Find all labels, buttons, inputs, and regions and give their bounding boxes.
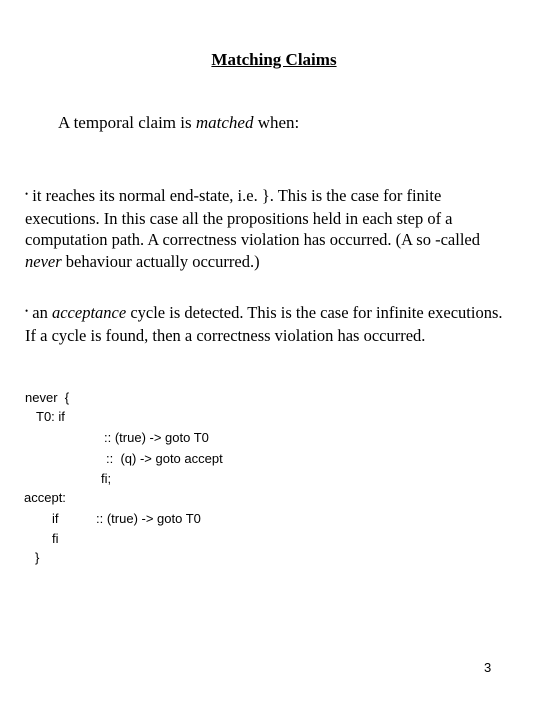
page-number: 3 [484,660,492,675]
bullet-marker: • [25,189,29,200]
bullet-emphasis: never [25,251,62,271]
code-close-brace: } [35,550,40,565]
intro-text-before: A temporal claim is [58,113,196,132]
bullet-text: behaviour actually occurred.) [61,251,260,271]
code-never-open: never { [25,390,70,405]
bullet-marker: • [25,306,29,317]
code-accept-fi: fi [52,531,59,546]
intro-emphasis: matched [195,113,254,132]
code-accept-option: :: (true) -> goto T0 [96,511,201,526]
slide-title: Matching Claims [211,50,337,69]
code-option-true-goto-t0: :: (true) -> goto T0 [104,430,209,445]
code-t0-if: T0: if [36,409,65,424]
code-accept-if: if [52,511,59,526]
bullet-item-end-state [25,185,505,272]
intro-line [58,113,299,133]
code-accept-label: accept: [24,490,66,505]
code-fi-semicolon: fi; [101,471,112,486]
bullet-item-acceptance-cycle [25,302,505,346]
bullet-text: an [28,303,52,322]
bullet-emphasis: acceptance [51,303,127,322]
intro-text-after: when: [253,113,300,132]
bullet-text: cycle is detected. This is the case for infinite executions. If a cycle is found, then a correctness violation has occurred. [25,303,503,345]
bullet-text: it reaches its normal end-state, i.e. }. This is the case for finite executions. In this case all the propositions held in each step of a computation path. A correctness violation has occurred. (A so -called [25,186,480,250]
code-option-q-goto-accept: :: (q) -> goto accept [106,451,223,466]
